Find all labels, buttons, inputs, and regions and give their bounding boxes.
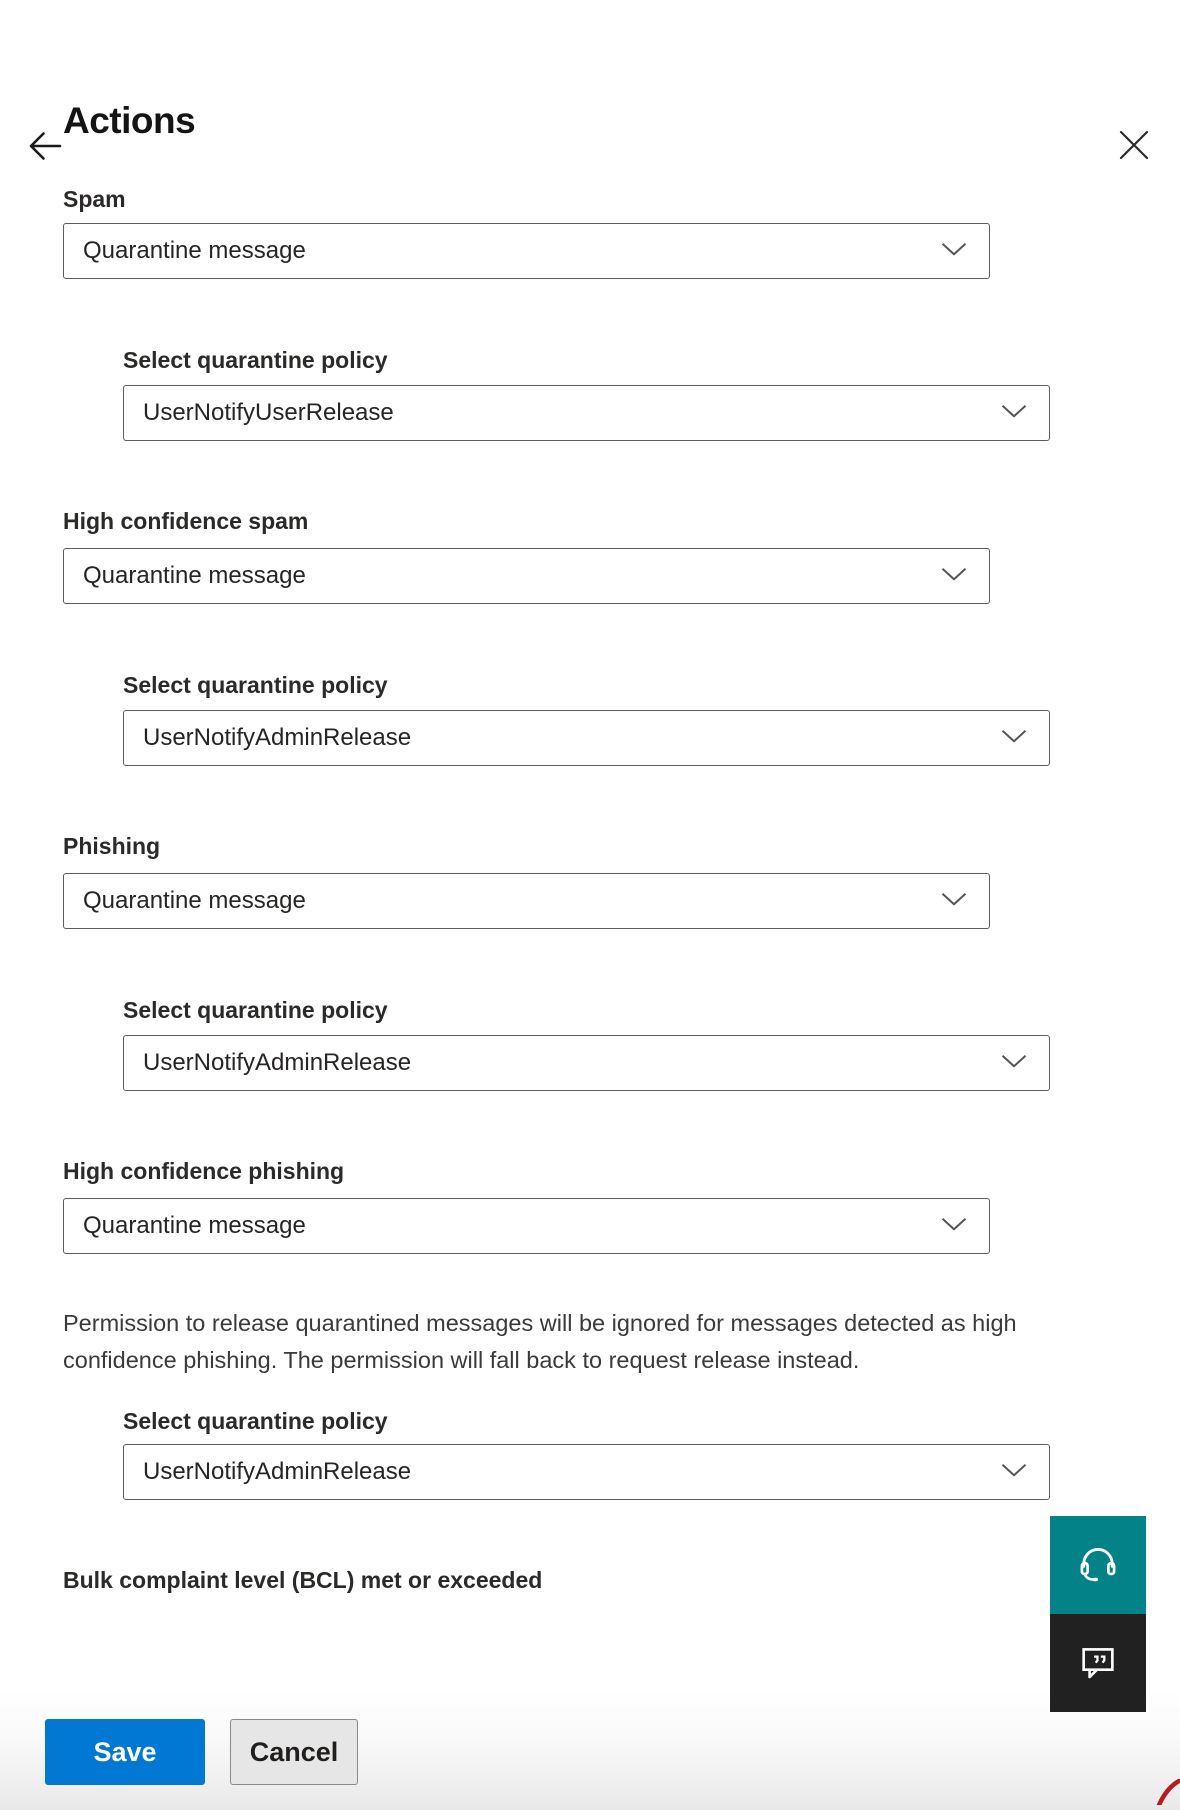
actions-panel: [0, 100, 1180, 1595]
save-button[interactable]: Save: [45, 1719, 205, 1785]
headset-icon: [1075, 1541, 1121, 1590]
chevron-down-icon: [1001, 404, 1027, 423]
high-confidence-phishing-note: Permission to release quarantined messages will be ignored for messages detected as high confidence phishing. The permission will fall back to request release instead.: [63, 1310, 1017, 1373]
phishing-policy-label: Select quarantine policy: [123, 997, 388, 1023]
spam-policy-label: Select quarantine policy: [123, 347, 388, 373]
section-label-high-confidence-phishing: High confidence phishing: [63, 1158, 345, 1184]
high-confidence-phishing-policy-label: Select quarantine policy: [123, 1408, 388, 1434]
phishing-action-value: Quarantine message: [83, 887, 306, 914]
arrow-left-icon: [26, 151, 64, 166]
chevron-down-icon: [941, 567, 967, 586]
page-title: Actions: [63, 100, 196, 141]
high-confidence-spam-policy-value: UserNotifyAdminRelease: [143, 724, 412, 751]
phishing-policy-value: UserNotifyAdminRelease: [143, 1049, 412, 1076]
chevron-down-icon: [1001, 729, 1027, 748]
close-button[interactable]: [1116, 128, 1152, 164]
high-confidence-phishing-policy-value: UserNotifyAdminRelease: [143, 1458, 412, 1485]
section-label-phishing: Phishing: [63, 833, 161, 859]
close-icon: [1119, 148, 1149, 163]
footer-bar: [0, 1690, 1180, 1810]
corner-artifact: [1154, 1779, 1180, 1810]
high-confidence-phishing-quarantine-policy-dropdown[interactable]: [123, 1444, 1050, 1500]
spam-action-dropdown[interactable]: [63, 223, 990, 279]
cancel-button[interactable]: Cancel: [230, 1719, 358, 1785]
chevron-down-icon: [941, 1217, 967, 1236]
section-label-spam: Spam: [63, 186, 126, 212]
section-label-high-confidence-spam: High confidence spam: [63, 508, 309, 534]
phishing-action-dropdown[interactable]: [63, 873, 990, 929]
high-confidence-spam-policy-label: Select quarantine policy: [123, 672, 388, 698]
chevron-down-icon: [1001, 1054, 1027, 1073]
phishing-quarantine-policy-dropdown[interactable]: [123, 1035, 1050, 1091]
high-confidence-spam-action-dropdown[interactable]: [63, 548, 990, 604]
spam-policy-value: UserNotifyUserRelease: [143, 399, 394, 426]
chevron-down-icon: [941, 892, 967, 911]
support-button[interactable]: [1050, 1516, 1146, 1614]
chevron-down-icon: [1001, 1463, 1027, 1482]
high-confidence-spam-quarantine-policy-dropdown[interactable]: [123, 710, 1050, 766]
section-label-bulk-complaint-level: Bulk complaint level (BCL) met or exceeded: [63, 1567, 543, 1593]
high-confidence-phishing-action-value: Quarantine message: [83, 1212, 306, 1239]
high-confidence-spam-action-value: Quarantine message: [83, 562, 306, 589]
chevron-down-icon: [941, 242, 967, 261]
spam-action-value: Quarantine message: [83, 237, 306, 264]
chat-bubble-icon: [1077, 1641, 1119, 1686]
back-button[interactable]: [24, 128, 66, 166]
spam-quarantine-policy-dropdown[interactable]: [123, 385, 1050, 441]
high-confidence-phishing-action-dropdown[interactable]: [63, 1198, 990, 1254]
floating-widget: [1050, 1516, 1146, 1712]
feedback-button[interactable]: [1050, 1614, 1146, 1712]
